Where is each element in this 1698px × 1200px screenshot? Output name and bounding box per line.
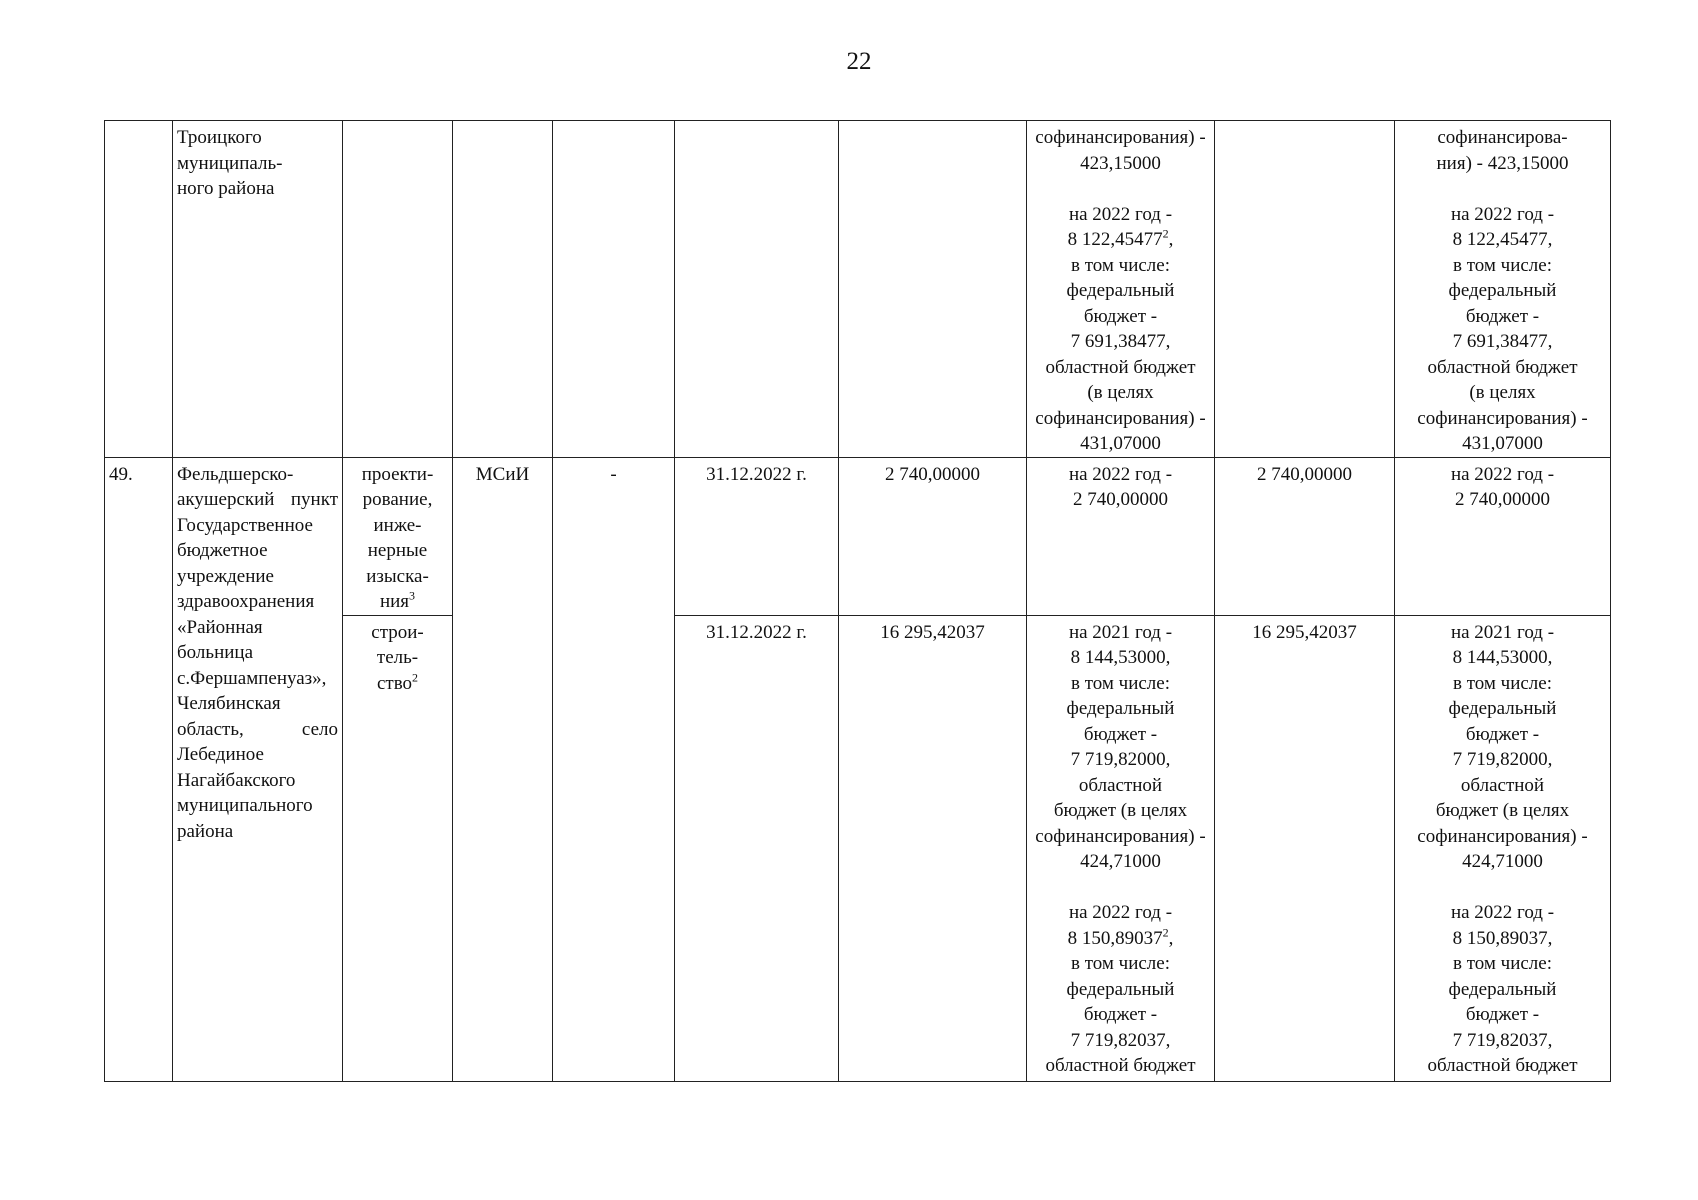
cell-limit [1215,121,1395,458]
cell-dash [553,121,675,458]
footnote-mark: 2 [1162,925,1169,940]
cell-cost [839,121,1027,458]
row-number: 49. [109,463,133,485]
cell-approved [1395,121,1611,458]
cell-limit [1215,615,1395,1081]
limit-value: 16 295,42037 [1252,621,1357,643]
customer-name: МСиИ [475,463,530,485]
approved-value: на 2022 год - 2 740,00000 [1450,463,1555,510]
cell-schedule [1027,615,1215,1081]
object-name-text: Троицкого муниципаль- ного района [177,127,283,199]
work-type-construction: строи- тель- ство [371,621,424,694]
cell-deadline [675,457,839,615]
cell-schedule [1027,457,1215,615]
cell-number [105,121,173,458]
table-row-49-stage-1 [105,457,1611,615]
schedule-part-2-rest: , в том числе: федеральный бюджет - 7 691,38477, областной бюджет (в целях софинансирования) - 431,07000 [1035,229,1206,454]
cell-cost [839,457,1027,615]
object-name-text: Фельдшерско-акушерский пункт Государственное бюджетное учреждение здравоохранения «Районная больница с.Фершампенуаз», Челябинская область, село Лебединое Нагайбакского муниципального района [177,463,338,842]
work-type-design: проекти- рование, инже- нерные изыска- ния [361,463,434,612]
schedule-2022-head: на 2022 год - 8 150,89037 [1067,902,1173,949]
approved-part-2: на 2022 год - 8 122,45477, в том числе: федеральный бюджет - 7 691,38477, областной бюджет (в целях софинансирования) - 431,07000 [1417,203,1588,454]
schedule-2021: на 2021 год - 8 144,53000, в том числе: федеральный бюджет - 7 719,82000, областной бюджет (в целях софинансирования) - 424,71000 [1035,621,1206,872]
dash-value: - [610,463,617,485]
cell-cost [839,615,1027,1081]
cell-limit [1215,457,1395,615]
schedule-part-2-head: на 2022 год - 8 122,45477 [1067,203,1173,250]
approved-2021: на 2021 год - 8 144,53000, в том числе: федеральный бюджет - 7 719,82000, областной бюджет (в целях софинансирования) - 424,71000 [1417,621,1588,872]
cell-row-number [105,457,173,1081]
deadline-value: 31.12.2022 г. [706,463,807,485]
limit-value: 2 740,00000 [1257,463,1352,485]
cell-customer [453,121,553,458]
schedule-part-1: софинансирования) - 423,15000 [1035,127,1206,174]
cell-dash [553,457,675,1081]
schedule-value: на 2022 год - 2 740,00000 [1068,463,1173,510]
cell-deadline [675,121,839,458]
cost-value: 16 295,42037 [880,621,985,643]
cell-schedule [1027,121,1215,458]
investment-objects-table [104,120,1611,1082]
cell-object-name [173,457,343,1081]
cell-approved [1395,615,1611,1081]
page-number: 22 [846,48,872,75]
approved-part-1: софинансирова- ния) - 423,15000 [1436,127,1569,174]
cell-work-type [343,457,453,615]
cost-value: 2 740,00000 [885,463,980,485]
cell-deadline [675,615,839,1081]
cell-work-type [343,615,453,1081]
cell-object-name [173,121,343,458]
table-row-continued [105,121,1611,458]
footnote-mark: 2 [412,670,419,685]
cell-customer [453,457,553,1081]
footnote-mark: 3 [409,588,416,603]
cell-work-type [343,121,453,458]
approved-2022: на 2022 год - 8 150,89037, в том числе: федеральный бюджет - 7 719,82037, областной бюджет [1427,902,1578,1076]
footnote-mark: 2 [1162,226,1169,241]
deadline-value: 31.12.2022 г. [706,621,807,643]
schedule-2022-tail: , в том числе: федеральный бюджет - 7 719,82037, областной бюджет [1045,927,1196,1076]
cell-approved [1395,457,1611,615]
